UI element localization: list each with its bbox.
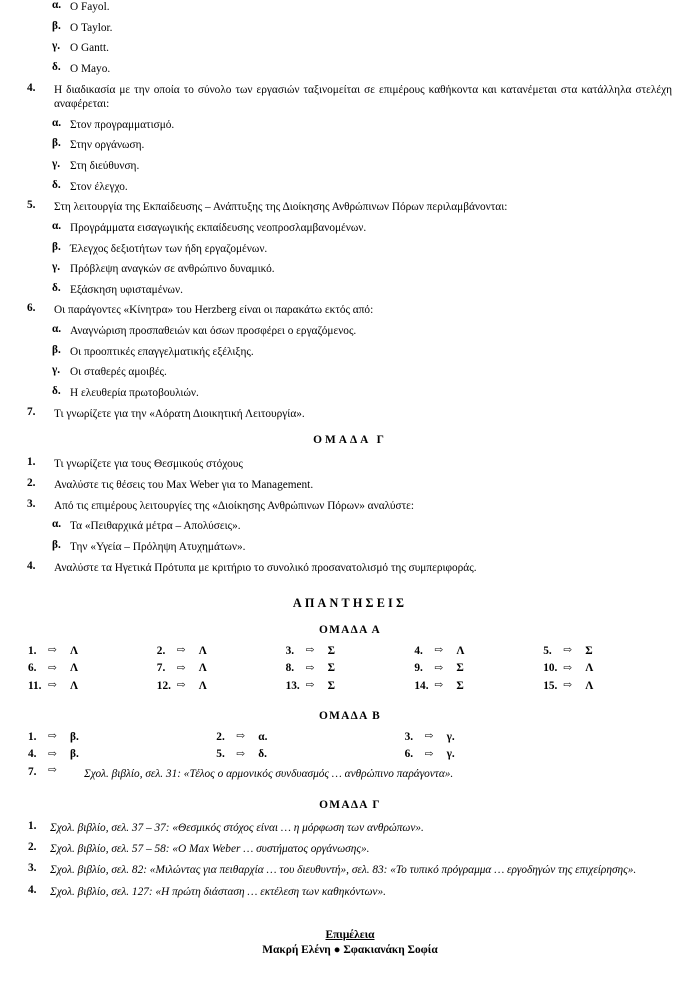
answer-value: Σ — [456, 662, 464, 675]
right-arrow-icon: ⇨ — [236, 748, 246, 760]
right-arrow-icon: ⇨ — [236, 731, 246, 743]
answer-cell — [157, 646, 286, 658]
right-arrow-icon: ⇨ — [434, 645, 444, 657]
question-number: 3. — [27, 497, 36, 510]
answer-number: 1. — [28, 819, 37, 832]
question-row — [0, 499, 700, 513]
answer-number: 7. — [156, 662, 166, 675]
answer-cell — [405, 749, 672, 761]
answer-number: 3. — [285, 644, 295, 657]
answer-value: β. — [70, 748, 79, 761]
footer-title: Επιμέλεια — [325, 928, 375, 941]
answer-value: Σ — [585, 644, 593, 657]
answer-number: 7. — [28, 765, 37, 778]
question-number: 2. — [27, 477, 36, 490]
question-row — [0, 200, 700, 214]
question-row — [0, 407, 700, 421]
question-number: 4. — [27, 81, 36, 94]
option-marker: δ. — [52, 384, 61, 397]
right-arrow-icon: ⇨ — [563, 680, 572, 692]
answer-cell — [543, 646, 672, 658]
option-row — [0, 41, 700, 55]
answer-cell — [28, 663, 157, 675]
question-3-options — [0, 0, 700, 76]
option-row — [0, 386, 700, 400]
right-arrow-icon: ⇨ — [48, 748, 57, 760]
right-arrow-icon: ⇨ — [176, 645, 186, 657]
option-text: Στον προγραμματισμό. — [70, 118, 175, 131]
question-text: Οι παράγοντες «Κίνητρα» του Herzberg είναι οι παρακάτω εκτός από: — [54, 304, 374, 317]
question-number: 7. — [27, 405, 36, 418]
answer-value: Λ — [198, 679, 207, 692]
right-arrow-icon: ⇨ — [176, 662, 186, 674]
answers-group-c-heading: ΟΜΑΔΑ Γ — [319, 799, 381, 812]
option-marker: γ. — [52, 261, 61, 274]
option-marker: δ. — [52, 281, 61, 294]
right-arrow-icon: ⇨ — [305, 662, 315, 674]
answer-value: Λ — [198, 662, 207, 675]
answer-cell — [414, 663, 543, 675]
answer-number: 2. — [28, 841, 37, 854]
answer-value: β. — [70, 730, 79, 743]
option-marker: β. — [52, 539, 61, 552]
option-marker: δ. — [52, 178, 61, 191]
question-number: 1. — [27, 456, 36, 469]
option-marker: α. — [52, 116, 62, 129]
option-row — [0, 138, 700, 152]
option-row — [0, 221, 700, 235]
answer-value: α. — [258, 730, 268, 743]
answer-row — [0, 863, 700, 878]
option-text: Ο Taylor. — [70, 21, 113, 34]
answer-number: 15. — [543, 679, 558, 692]
right-arrow-icon: ⇨ — [305, 680, 315, 692]
option-row — [0, 324, 700, 338]
option-row — [0, 118, 700, 132]
option-text: Οι προοπτικές επαγγελματικής εξέλιξης. — [70, 345, 254, 358]
answer-cell — [28, 646, 157, 658]
option-row — [0, 283, 700, 297]
group-c-questions-heading: ΟΜΑΔΑ Γ — [313, 434, 387, 447]
answer-value: Λ — [585, 679, 594, 692]
question-text: Η διαδικασία με την οποία το σύνολο των εργασιών ταξινομείται σε επιμέρους καθήκοντα και κατανέμεται στα κατάλληλα στελέχη αναφέρεται: — [54, 83, 672, 111]
answers-group-b-grid — [28, 732, 700, 761]
answer-number: 2. — [156, 644, 166, 657]
answer-number: 3. — [28, 862, 37, 875]
answer-cell — [543, 681, 672, 693]
answer-text: Σχολ. βιβλίο, σελ. 57 – 58: «Ο Max Weber … συστήματος οργάνωσης». — [50, 843, 370, 856]
option-marker: α. — [52, 219, 62, 232]
question-row — [0, 83, 700, 112]
option-row — [0, 540, 700, 554]
option-row — [0, 262, 700, 276]
option-marker: δ. — [52, 60, 61, 73]
answer-cell — [157, 663, 286, 675]
option-text: Ο Fayol. — [70, 1, 110, 13]
option-marker: γ. — [52, 157, 61, 170]
option-row — [0, 180, 700, 194]
answer-value: Λ — [456, 644, 465, 657]
answers-group-a-grid — [28, 646, 700, 693]
answer-text: Σχολ. βιβλίο, σελ. 127: «Η πρώτη διάσταση … εκτέλεση των καθηκόντων». — [50, 885, 386, 898]
answer-cell — [405, 732, 672, 744]
answer-number: 1. — [28, 644, 37, 657]
answer-text: Σχολ. βιβλίο, σελ. 82: «Μιλώντας για πειθαρχία … του διευθυντή», σελ. 83: «Το τυπικό πρόγραμμα … εργοδηγών της επιχείρησης». — [50, 864, 637, 877]
answer-number: 5. — [216, 748, 225, 761]
option-row — [0, 62, 700, 76]
answer-value: Λ — [70, 679, 79, 692]
answer-cell — [216, 749, 404, 761]
option-row — [0, 365, 700, 379]
question-row — [0, 478, 700, 492]
questions-continued-list — [0, 83, 700, 422]
answer-number: 6. — [28, 662, 37, 675]
question-text: Αναλύστε τα Ηγετικά Πρότυπα με κριτήριο το συνολικό προσανατολισμό της συμπεριφοράς. — [54, 561, 477, 574]
answer-cell — [286, 646, 415, 658]
right-arrow-icon: ⇨ — [434, 680, 444, 692]
answer-value: Σ — [456, 679, 464, 692]
answer-number: 10. — [543, 662, 558, 675]
option-text: Εξάσκηση υφισταμένων. — [70, 283, 183, 296]
option-marker: α. — [52, 518, 62, 531]
right-arrow-icon: ⇨ — [48, 765, 57, 777]
answer-cell — [28, 732, 216, 744]
group-c-questions-list — [0, 457, 700, 575]
right-arrow-icon: ⇨ — [424, 731, 434, 743]
option-row — [0, 159, 700, 173]
right-arrow-icon: ⇨ — [563, 662, 572, 674]
option-marker: γ. — [52, 364, 61, 377]
option-row — [0, 21, 700, 35]
answer-cell — [414, 646, 543, 658]
right-arrow-icon: ⇨ — [48, 645, 57, 657]
answer-number: 4. — [28, 748, 37, 761]
answer-row — [0, 885, 700, 900]
question-text: Αναλύστε τις θέσεις του Max Weber για το Management. — [54, 479, 314, 492]
answer-number: 6. — [404, 748, 414, 761]
answer-value: Σ — [327, 644, 335, 657]
option-marker: β. — [52, 137, 61, 150]
option-text: Ο Mayo. — [70, 62, 111, 75]
option-text: Ο Gantt. — [70, 42, 109, 55]
answers-heading: ΑΠΑΝΤΗΣΕΙΣ — [292, 596, 408, 611]
option-row — [0, 345, 700, 359]
answer-cell — [216, 732, 404, 744]
option-text: Η ελευθερία πρωτοβουλιών. — [70, 386, 199, 399]
right-arrow-icon: ⇨ — [563, 645, 572, 657]
answer-value: Λ — [70, 662, 79, 675]
question-text: Στη λειτουργία της Εκπαίδευσης – Ανάπτυξης της Διοίκησης Ανθρώπινων Πόρων περιλαμβάνονται: — [54, 201, 508, 214]
option-row — [0, 242, 700, 256]
answer-number: 11. — [28, 679, 42, 692]
option-row — [0, 519, 700, 533]
question-number: 4. — [27, 559, 36, 572]
footer-names: Μακρή Ελένη ● Σφακιανάκη Σοφία — [262, 943, 438, 956]
answer-row — [0, 821, 700, 836]
answer-number: 2. — [216, 730, 225, 743]
answer-number: 5. — [543, 644, 552, 657]
answer-value: Λ — [198, 644, 207, 657]
answer-text: Σχολ. βιβλίο, σελ. 31: «Τέλος ο αρμονικός συνδυασμός … ανθρώπινο παράγοντα». — [84, 767, 454, 780]
answer-number: 4. — [28, 883, 37, 896]
option-text: Προγράμματα εισαγωγικής εκπαίδευσης νεοπροσλαμβανομένων. — [70, 221, 367, 234]
answer-cell — [543, 663, 672, 675]
answer-cell — [28, 681, 157, 693]
footer-credits — [0, 930, 700, 957]
answer-cell — [414, 681, 543, 693]
option-marker: γ. — [52, 40, 61, 53]
answer-value: Λ — [585, 662, 594, 675]
answer-number: 4. — [414, 644, 423, 657]
answer-cell — [28, 749, 216, 761]
answer-cell — [286, 681, 415, 693]
right-arrow-icon: ⇨ — [176, 680, 186, 692]
option-text: Πρόβλεψη αναγκών σε ανθρώπινο δυναμικό. — [70, 263, 275, 276]
answer-value: Σ — [327, 679, 335, 692]
option-text: Αναγνώριση προσπαθειών και όσων προσφέρει ο εργαζόμενος. — [70, 325, 357, 338]
right-arrow-icon: ⇨ — [434, 662, 444, 674]
answer-row — [0, 842, 700, 857]
question-row — [0, 457, 700, 471]
option-text: Στη διεύθυνση. — [70, 159, 140, 172]
question-row — [0, 561, 700, 575]
answer-number: 13. — [285, 679, 300, 692]
option-text: Στην οργάνωση. — [70, 139, 145, 152]
answer-cell — [286, 663, 415, 675]
answers-group-b-heading: ΟΜΑΔΑ Β — [318, 710, 382, 723]
right-arrow-icon: ⇨ — [48, 662, 57, 674]
question-number: 5. — [27, 199, 36, 212]
answer-value: Λ — [70, 644, 79, 657]
option-text: Την «Υγεία – Πρόληψη Ατυχημάτων». — [70, 541, 246, 554]
right-arrow-icon: ⇨ — [48, 680, 57, 692]
question-number: 6. — [27, 302, 36, 315]
option-marker: β. — [52, 240, 61, 253]
answer-number: 12. — [156, 679, 171, 692]
question-text: Από τις επιμέρους λειτουργίες της «Διοίκησης Ανθρώπινων Πόρων» αναλύστε: — [54, 499, 414, 512]
answer-number: 14. — [414, 679, 429, 692]
answers-group-a-heading: ΟΜΑΔΑ Α — [318, 624, 382, 637]
option-marker: β. — [52, 343, 61, 356]
option-row — [0, 0, 700, 14]
option-text: Οι σταθερές αμοιβές. — [70, 366, 167, 379]
answer-value: δ. — [258, 748, 267, 761]
answer-number: 8. — [285, 662, 295, 675]
option-text: Τα «Πειθαρχικά μέτρα – Απολύσεις». — [70, 520, 241, 533]
answer-text: Σχολ. βιβλίο, σελ. 37 – 37: «Θεσμικός στόχος είναι … η μόρφωση των ανθρώπων». — [50, 821, 424, 834]
answer-number: 3. — [404, 730, 414, 743]
right-arrow-icon: ⇨ — [424, 748, 434, 760]
answers-group-b-item-7 — [28, 767, 700, 782]
option-marker: α. — [52, 0, 62, 11]
right-arrow-icon: ⇨ — [48, 731, 57, 743]
answer-number: 1. — [28, 730, 37, 743]
answer-value: γ. — [446, 748, 455, 761]
answer-value: γ. — [446, 730, 455, 743]
option-text: Έλεγχος δεξιοτήτων των ήδη εργαζομένων. — [70, 242, 268, 255]
answer-value: Σ — [327, 662, 335, 675]
option-marker: β. — [52, 19, 61, 32]
question-text: Τι γνωρίζετε για τους Θεσμικούς στόχους — [54, 458, 243, 471]
answers-group-c-list — [0, 821, 700, 900]
right-arrow-icon: ⇨ — [305, 645, 315, 657]
question-text: Τι γνωρίζετε για την «Αόρατη Διοικητική Λειτουργία». — [54, 407, 305, 420]
option-text: Στον έλεγχο. — [70, 180, 128, 193]
question-row — [0, 303, 700, 317]
option-marker: α. — [52, 323, 62, 336]
answer-cell — [157, 681, 286, 693]
answer-number: 9. — [414, 662, 423, 675]
